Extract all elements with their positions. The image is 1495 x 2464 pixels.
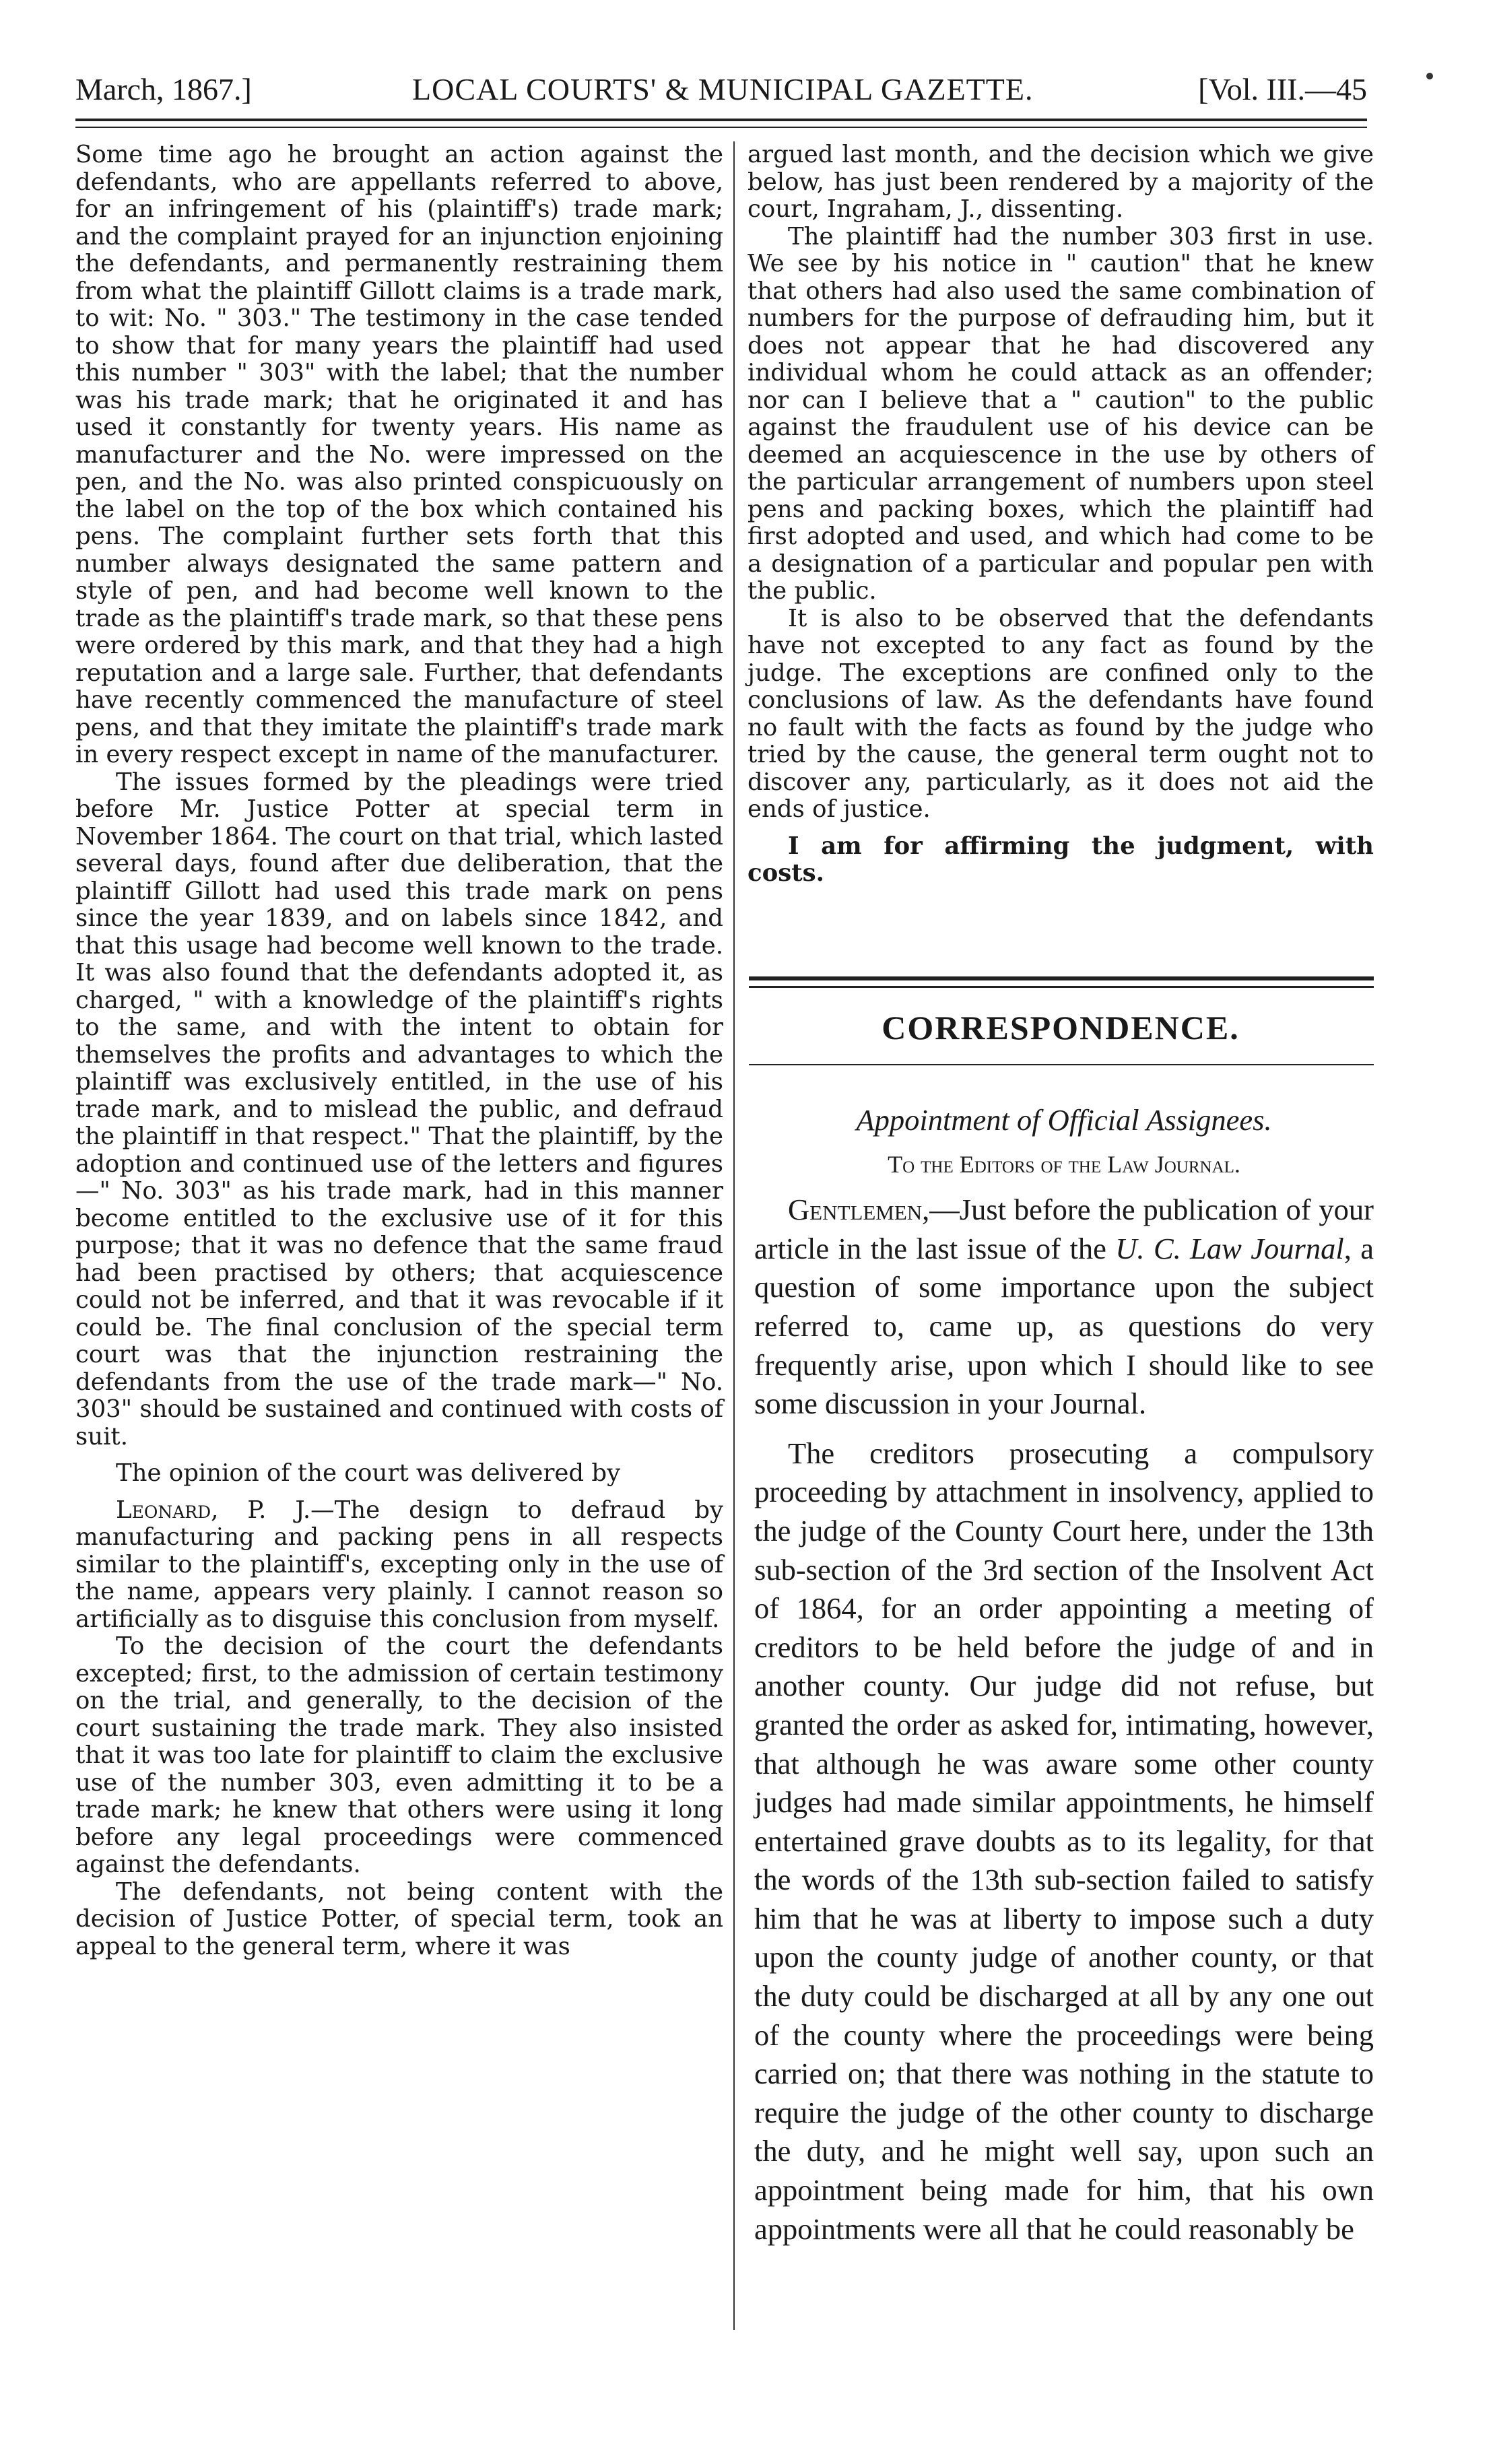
left-column bbox=[75, 141, 723, 1960]
right-paragraph-3: It is also to be observed that the defendants have not excepted to any fact as found by the judge. The exceptions are confined only to the conclusions of law. As the defendants have found no fault with the facts as found by the judge who tried by the cause, the general term ought not to discover any, particularly, as it does not aid the ends of justice. bbox=[748, 604, 1374, 823]
header-title: LOCAL COURTS' & MUNICIPAL GAZETTE. bbox=[412, 72, 1034, 106]
header-volume: [Vol. III.—45 bbox=[1198, 72, 1367, 106]
left-paragraph-4-text: , P. J.—The design to defraud by manufacturing and packing pens in all respects similar to the plaintiff's, excepting only in the use of the name, appears very plainly. I cannot reason so artificially as to disguise this conclusion from myself. bbox=[75, 1496, 723, 1633]
letter-paragraph-1-end: , a question of some importance upon the subject referred to, came up, as questions do very frequently arise, upon which I should like to see some discussion in your Journal. bbox=[754, 1231, 1374, 1421]
left-paragraph-2: The issues formed by the pleadings were tried before Mr. Justice Potter at special term in November 1864. The court on that trial, which lasted several days, found after due deliberation, that the plaintiff Gillott had used this trade mark on pens since the year 1839, and on labels since 1842, and that this usage had become well known to the trade. It was also found that the defendants adopted it, as charged, " with a knowledge of the plaintiff's rights to the same, and with the intent to obtain for themselves the profits and advantages to which the plaintiff was exclusively entitled, in the use of his trade mark, and to mislead the public, and defraud the plaintiff in that respect." That the plaintiff, by the adoption and continued use of the letters and figures—" No. 303" as his trade mark, had in this manner become entitled to the exclusive use of it for this purpose; that it was no defence that the same fraud had been practised by others; that acquiescence could not be inferred, and that it was revocable if it could be. The final conclusion of the special term court was that the injunction restraining the defendants from the use of the trade mark—" No. 303" should be sustained and continued with costs of suit. bbox=[75, 768, 723, 1451]
correspondence-body bbox=[754, 1101, 1374, 2249]
letter-addressee: To the Editors of the Law Journal. bbox=[888, 1150, 1240, 1178]
letter-paragraph-1 bbox=[754, 1191, 1374, 1424]
letter-paragraph-2: The creditors prosecuting a compulsory proceeding by attachment in insolvency, applied to the judge of the County Court here, under the 13th sub-section of the 3rd section of the Insolvent Act of 1864, for an order appointing a meeting of creditors to be held before the judge of and in another county. Our judge did not refuse, but granted the order as asked for, intimating, however, that although he was aware some other county judges had made similar appointments, he himself entertained grave doubts as to its legality, for that the words of the 13th sub-section failed to satisfy him that he was at liberty to impose such a duty upon the county judge of another county, or that the duty could be discharged at all by any one out of the county where the proceedings were being carried on; that there was nothing in the statute to require the judge of the other county to discharge the duty, and he might well say, upon such an appointment being made for him, that his own appointments were all that he could reasonably be bbox=[754, 1436, 1374, 2246]
section-rule-bottom bbox=[749, 1064, 1374, 1065]
letter-paragraph-1-text: ,—Just before the publication of your article in the last issue of the bbox=[754, 1193, 1374, 1265]
right-paragraph-1: argued last month, and the decision which we give below, has just been rendered by a majority of the court, Ingraham, J., dissenting. bbox=[748, 141, 1374, 223]
judge-name: Leonard bbox=[116, 1496, 211, 1524]
bullet-mark bbox=[1426, 73, 1433, 79]
left-paragraph-1: Some time ago he brought an action against the defendants, who are appellants referred to above, for an infringement of his (plaintiff's) trade mark; and the complaint prayed for an injunction enjoining the defendants, and permanently restraining them from what the plaintiff Gillott claims is a trade mark, to wit: No. " 303." The testimony in the case tended to show that for many years the plaintiff had used this number " 303" with the label; that the number was his trade mark; that he originated it and has used it constantly for twenty years. His name as manufacturer and the No. were impressed on the pen, and the No. was also printed conspicuously on the label on the top of the box which contained his pens. The complaint further sets forth that this number always designated the same pattern and style of pen, and had become well known to the trade as the plaintiff's trade mark, so that these pens were ordered by this mark, and that they had a high reputation and a large sale. Further, that defendants have recently commenced the manufacture of steel pens, and that they imitate the plaintiff's trade mark in every respect except in name of the manufacturer. bbox=[75, 141, 723, 768]
header-date: March, 1867.] bbox=[75, 72, 252, 106]
right-paragraph-4: I am for affirming the judgment, with costs. bbox=[748, 832, 1374, 887]
letter-subhead: Appointment of Official Assignees. bbox=[856, 1103, 1272, 1137]
page-header bbox=[75, 62, 1367, 123]
header-rule bbox=[75, 119, 1367, 121]
left-paragraph-3: The opinion of the court was delivered by bbox=[116, 1459, 621, 1487]
left-paragraph-6: The defendants, not being content with the decision of Justice Potter, of special term, took an appeal to the general term, where it was bbox=[75, 1877, 723, 1960]
right-column bbox=[748, 141, 1374, 888]
section-rule bbox=[749, 976, 1374, 980]
salutation: Gentlemen bbox=[788, 1193, 923, 1227]
header-rule-thin bbox=[75, 127, 1367, 128]
left-paragraph-4 bbox=[75, 1497, 723, 1634]
column-divider bbox=[733, 141, 735, 2330]
right-paragraph-2: The plaintiff had the number 303 first in use. We see by his notice in " caution" that he knew that others had also used the same combination of numbers for the purpose of defrauding him, but it does not appear that he had discovered any individual whom he could attack as an offender; nor can I believe that a " caution" to the public against the fraudulent use of his device can be deemed an acquiescence in the use by others of the particular arrangement of numbers upon steel pens and packing boxes, which the plaintiff had first adopted and used, and which had come to be a designation of a particular and popular pen with the public. bbox=[748, 222, 1374, 605]
section-rule-thin bbox=[749, 986, 1374, 988]
journal-title: U. C. Law Journal bbox=[1115, 1231, 1344, 1265]
section-title: CORRESPONDENCE. bbox=[882, 1009, 1240, 1046]
left-paragraph-5: To the decision of the court the defendants excepted; first, to the admission of certain testimony on the trial, and generally, to the decision of the court sustaining the trade mark. They also insisted that it was too late for plaintiff to claim the exclusive use of the number 303, even admitting it to be a trade mark; he knew that others were using it long before any legal proceedings were commenced against the defendants. bbox=[75, 1632, 723, 1878]
